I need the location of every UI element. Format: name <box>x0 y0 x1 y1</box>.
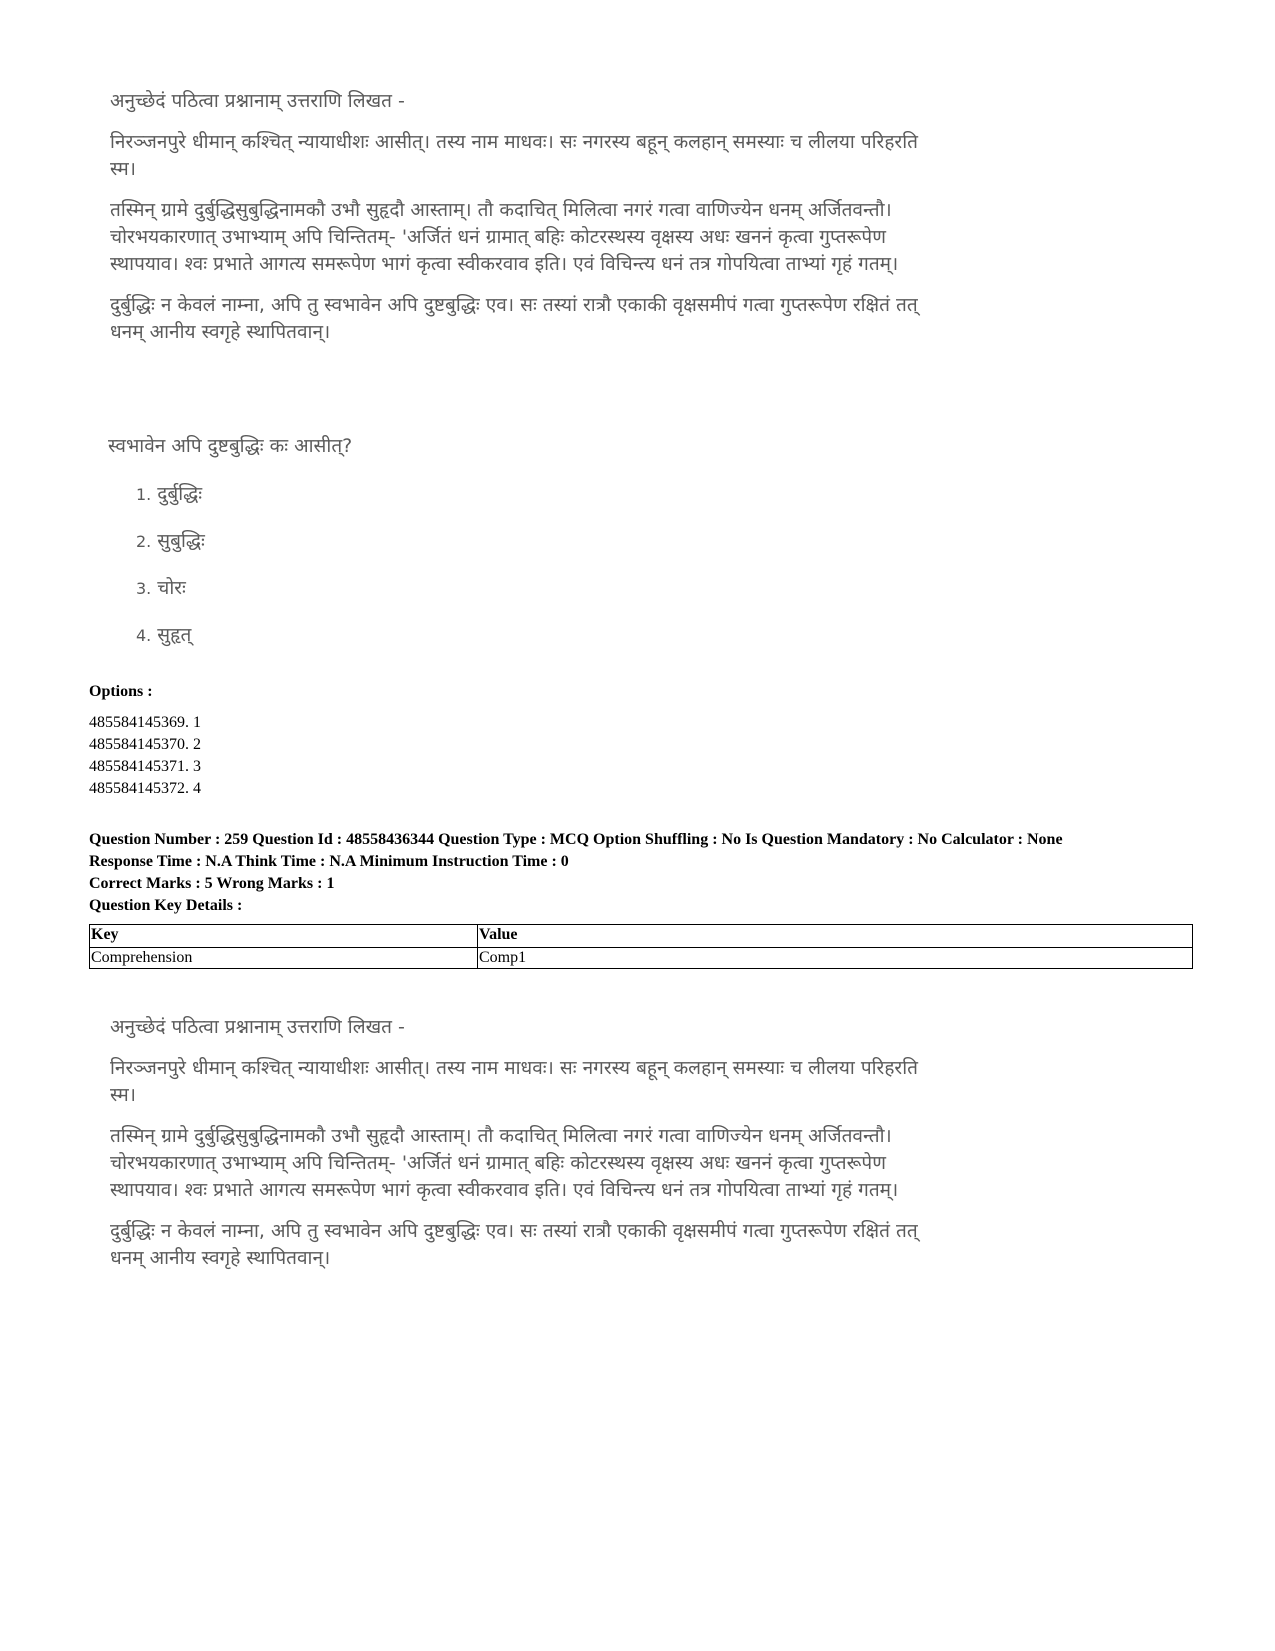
passage-line: धनम् आनीय स्वगृहे स्थापितवान्। <box>110 1247 331 1269</box>
passage-line: स्म। <box>110 158 136 180</box>
question-image <box>110 432 352 646</box>
passage-line: तस्मिन् ग्रामे दुर्बुद्धिसुबुद्धिनामकौ उभौ सुहृदौ आस्ताम्। तौ कदाचित् मिलित्वा नगरं गत्वा वाणिज्येन धनम् अर्जितवन्तौ। <box>110 199 892 221</box>
passage-line: तस्मिन् ग्रामे दुर्बुद्धिसुबुद्धिनामकौ उभौ सुहृदौ आस्ताम्। तौ कदाचित् मिलित्वा नगरं गत्वा वाणिज्येन धनम् अर्जितवन्तौ। <box>110 1125 892 1147</box>
table-header-row <box>90 925 1193 948</box>
passage-line: धनम् आनीय स्वगृहे स्थापितवान्। <box>110 321 331 343</box>
choice-number: 3. <box>136 579 152 598</box>
passage-instruction: अनुच्छेदं पठित्वा प्रश्नानाम् उत्तराणि लिखत - <box>110 90 405 112</box>
choice-item <box>136 621 352 646</box>
option-id-item: 485584145369. 1 <box>89 714 201 731</box>
question-text: स्वभावेन अपि दुष्टबुद्धिः कः आसीत्? <box>108 435 353 457</box>
metadata-line: Response Time : N.A Think Time : N.A Minimum Instruction Time : 0 <box>89 853 569 870</box>
option-id-item: 485584145371. 3 <box>89 758 201 775</box>
passage-paragraph-2 <box>110 1123 1010 1204</box>
passage-line: स्म। <box>110 1084 136 1106</box>
passage-line: स्थापयाव। श्वः प्रभाते आगत्य समरूपेण भागं कृत्वा स्वीकरवाव इति। एवं विचिन्त्य धनं तत्र गोपयित्वा ताभ्यां गृहं गतम्। <box>110 1179 899 1201</box>
passage-line: स्थापयाव। श्वः प्रभाते आगत्य समरूपेण भागं कृत्वा स्वीकरवाव इति। एवं विचिन्त्य धनं तत्र गोपयित्वा ताभ्यां गृहं गतम्। <box>110 253 899 275</box>
choice-label: सुहृत् <box>157 624 192 646</box>
passage-image-top <box>110 88 1010 346</box>
choice-label: चोरः <box>157 577 186 599</box>
choice-label: दुर्बुद्धिः <box>157 483 203 505</box>
option-id-item: 485584145372. 4 <box>89 780 201 797</box>
choice-number: 4. <box>136 626 152 645</box>
choice-item <box>136 527 352 552</box>
passage-paragraph-1 <box>110 129 1010 183</box>
metadata-line: Correct Marks : 5 Wrong Marks : 1 <box>89 875 335 892</box>
table-header-key: Key <box>90 925 478 948</box>
passage-line: चोरभयकारणात् उभाभ्याम् अपि चिन्तितम्- 'अर्जितं धनं ग्रामात् बहिः कोटरस्थस्य वृक्षस्य अधः खननं कृत्वा गुप्तरूपेण <box>110 1152 886 1174</box>
options-heading: Options : <box>89 683 153 700</box>
metadata-line: Question Number : 259 Question Id : 48558436344 Question Type : MCQ Option Shuffling : No Is Question Mandatory : No Calculator : None <box>89 831 1063 848</box>
option-id-list <box>89 712 201 800</box>
table-header-value: Value <box>478 925 1193 948</box>
passage-instruction: अनुच्छेदं पठित्वा प्रश्नानाम् उत्तराणि लिखत - <box>110 1016 405 1038</box>
passage-paragraph-3 <box>110 1218 1010 1272</box>
passage-paragraph-1 <box>110 1055 1010 1109</box>
option-id-item: 485584145370. 2 <box>89 736 201 753</box>
table-cell-value: Comp1 <box>478 948 1193 969</box>
metadata-line: Question Key Details : <box>89 897 243 914</box>
passage-paragraph-2 <box>110 197 1010 278</box>
passage-line: दुर्बुद्धिः न केवलं नाम्ना, अपि तु स्वभावेन अपि दुष्टबुद्धिः एव। सः तस्यां रात्रौ एकाकी वृक्षसमीपं गत्वा गुप्तरूपेण रक्षितं तत् <box>110 294 918 316</box>
passage-line: निरञ्जनपुरे धीमान् कश्चित् न्यायाधीशः आसीत्। तस्य नाम माधवः। सः नगरस्य बहून् कलहान् समस्याः च लीलया परिहरति <box>110 1057 918 1079</box>
table-row <box>90 948 1193 969</box>
question-metadata <box>89 829 1063 917</box>
question-key-table <box>89 924 1193 969</box>
choice-number: 2. <box>136 532 152 551</box>
passage-line: चोरभयकारणात् उभाभ्याम् अपि चिन्तितम्- 'अर्जितं धनं ग्रामात् बहिः कोटरस्थस्य वृक्षस्य अधः खननं कृत्वा गुप्तरूपेण <box>110 226 886 248</box>
table-cell-key: Comprehension <box>90 948 478 969</box>
choice-item <box>136 574 352 599</box>
choice-label: सुबुद्धिः <box>157 530 205 552</box>
choice-number: 1. <box>136 485 152 504</box>
passage-paragraph-3 <box>110 292 1010 346</box>
passage-image-bottom <box>110 1014 1010 1272</box>
passage-line: दुर्बुद्धिः न केवलं नाम्ना, अपि तु स्वभावेन अपि दुष्टबुद्धिः एव। सः तस्यां रात्रौ एकाकी वृक्षसमीपं गत्वा गुप्तरूपेण रक्षितं तत् <box>110 1220 918 1242</box>
choice-item <box>136 480 352 505</box>
passage-line: निरञ्जनपुरे धीमान् कश्चित् न्यायाधीशः आसीत्। तस्य नाम माधवः। सः नगरस्य बहून् कलहान् समस्याः च लीलया परिहरति <box>110 131 918 153</box>
